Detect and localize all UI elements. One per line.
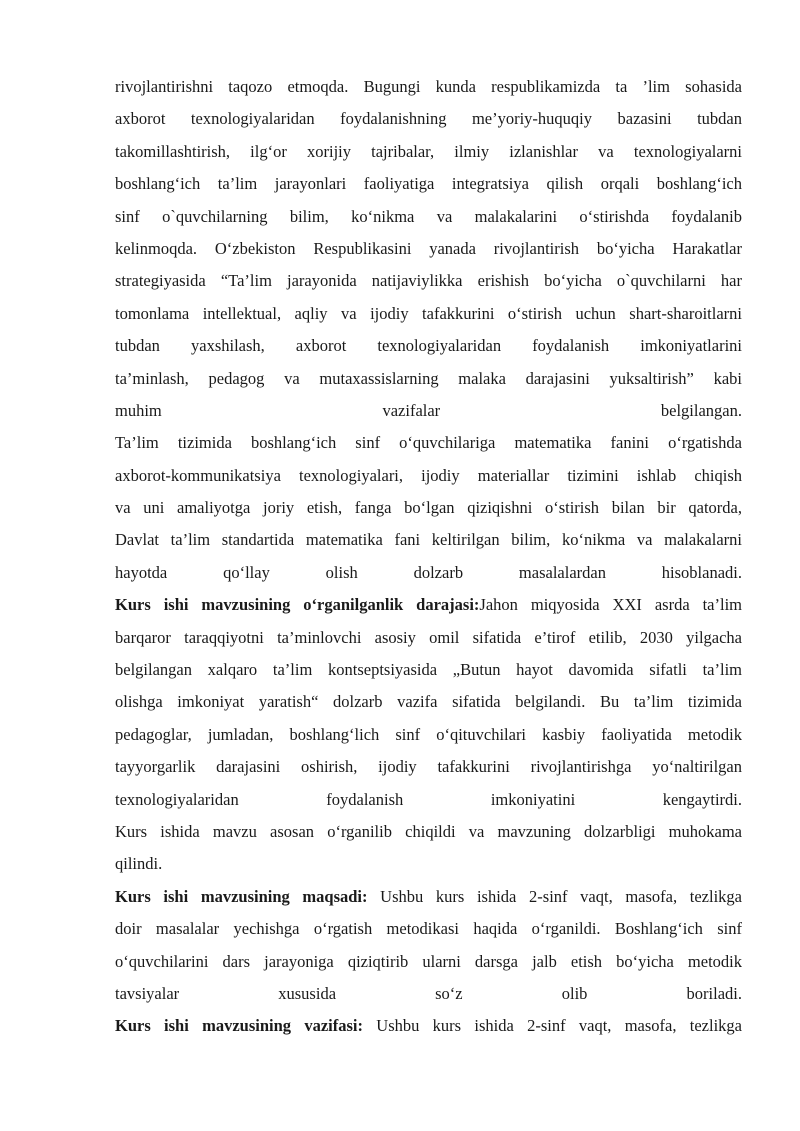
paragraph-text: tubdan yaxshilash, axborot texnologiyalaridan foydalanish imkoniyatlarini — [115, 336, 742, 356]
paragraph-text: Ushbu kurs ishida 2-sinf vaqt, masofa, tezlikga — [367, 886, 742, 906]
text-line — [115, 265, 742, 297]
text-line — [115, 913, 742, 945]
paragraph-text: pedagoglar, jumladan, boshlang‘lich sinf o‘qituvchilari kasbiy faoliyatida metodik — [115, 724, 742, 744]
text-line — [115, 784, 742, 816]
paragraph-text: hayotda qo‘llay olish dolzarb masalalardan hisoblanadi. — [115, 562, 742, 582]
paragraph-text: o‘quvchilarini dars jarayoniga qiziqtirib ularni darsga jalb etish bo‘yicha metodik — [115, 951, 742, 971]
paragraph-text: tayyorgarlik darajasini oshirish, ijodiy tafakkurini rivojlantirishga yo‘naltirilgan — [115, 757, 742, 777]
text-line — [115, 816, 742, 848]
text-line — [115, 1010, 742, 1042]
paragraph-text: va uni amaliyotga joriy etish, fanga bo‘lgan qiziqishni o‘stirish bilan bir qatorda, — [115, 498, 742, 518]
text-line — [115, 71, 742, 103]
text-line — [115, 978, 742, 1010]
paragraph-text: olishga imkoniyat yaratish“ dolzarb vazifa sifatida belgilandi. Bu ta’lim tizimida — [115, 692, 742, 712]
text-line — [115, 395, 742, 427]
text-line — [115, 719, 742, 751]
paragraph-text: ta’minlash, pedagog va mutaxassislarning malaka darajasini yuksaltirish” kabi — [115, 368, 742, 388]
section-heading: Kurs ishi mavzusining vazifasi: — [115, 1016, 363, 1036]
paragraph-text: takomillashtirish, ilg‘or xorijiy tajribalar, ilmiy izlanishlar va texnologiyalarni — [115, 141, 742, 161]
paragraph-text: boshlang‘ich ta’lim jarayonlari faoliyatiga integratsiya qilish orqali boshlang‘ich — [115, 174, 742, 194]
text-line — [115, 201, 742, 233]
text-line — [115, 427, 742, 459]
text-line — [115, 103, 742, 135]
paragraph-text: sinf o`quvchilarning bilim, ko‘nikma va malakalarini o‘stirishda foydalanib — [115, 206, 742, 226]
paragraph-text: Kurs ishida mavzu asosan o‘rganilib chiqildi va mavzuning dolzarbligi muhokama — [115, 821, 742, 841]
text-line — [115, 363, 742, 395]
text-line — [115, 946, 742, 978]
text-line — [115, 751, 742, 783]
paragraph-text: Ta’lim tizimida boshlang‘ich sinf o‘quvchilariga matematika fanini o‘rgatishda — [115, 433, 742, 453]
section-heading: Kurs ishi mavzusining o‘rganilganlik darajasi: — [115, 595, 480, 615]
text-line — [115, 881, 742, 913]
paragraph-text: Ushbu kurs ishida 2-sinf vaqt, masofa, tezlikga — [363, 1016, 742, 1036]
paragraph-text: Jahon miqyosida XXI asrda ta’lim — [479, 595, 742, 615]
paragraph-text: doir masalalar yechishga o‘rgatish metodikasi haqida o‘rganildi. Boshlang‘ich sinf — [115, 919, 742, 939]
text-line — [115, 557, 742, 589]
text-line — [115, 654, 742, 686]
paragraph-text: muhim vazifalar belgilangan. — [115, 400, 742, 420]
text-line — [115, 589, 742, 621]
paragraph-text: tomonlama intellektual, aqliy va ijodiy tafakkurini o‘stirish uchun shart-sharoitlarni — [115, 303, 742, 323]
section-heading: Kurs ishi mavzusining maqsadi: — [115, 886, 368, 906]
text-line — [115, 330, 742, 362]
text-line — [115, 168, 742, 200]
paragraph-text: texnologiyalaridan foydalanish imkoniyatini kengaytirdi. — [115, 789, 742, 809]
paragraph-text: belgilangan xalqaro ta’lim kontseptsiyasida „Butun hayot davomida sifatli ta’lim — [115, 660, 742, 680]
paragraph-text: axborot-kommunikatsiya texnologiyalari, ijodiy materiallar tizimini ishlab chiqish — [115, 465, 742, 485]
document-page — [115, 71, 742, 1043]
paragraph-text: tavsiyalar xususida so‘z olib boriladi. — [115, 983, 742, 1003]
paragraph-text: rivojlantirishni taqozo etmoqda. Bugungi kunda respublikamizda ta ’lim sohasida — [115, 77, 742, 96]
text-line — [115, 686, 742, 718]
text-line — [115, 298, 742, 330]
text-line — [115, 460, 742, 492]
text-line — [115, 492, 742, 524]
text-line — [115, 524, 742, 556]
text-line — [115, 848, 742, 880]
paragraph-text: kelinmoqda. O‘zbekiston Respublikasini yanada rivojlantirish bo‘yicha Harakatlar — [115, 238, 742, 258]
paragraph-text: strategiyasida “Ta’lim jarayonida natijaviylikka erishish bo‘yicha o`quvchilarni har — [115, 271, 742, 291]
paragraph-text: qilindi. — [115, 854, 163, 874]
paragraph-text: Davlat ta’lim standartida matematika fani keltirilgan bilim, ko‘nikma va malakalarni — [115, 530, 742, 550]
text-line — [115, 233, 742, 265]
paragraph-text: barqaror taraqqiyotni ta’minlovchi asosiy omil sifatida e’tirof etilib, 2030 yilgacha — [115, 627, 742, 647]
paragraph-text: axborot texnologiyalaridan foydalanishning me’yoriy-huquqiy bazasini tubdan — [115, 109, 742, 129]
text-line — [115, 136, 742, 168]
text-line — [115, 622, 742, 654]
